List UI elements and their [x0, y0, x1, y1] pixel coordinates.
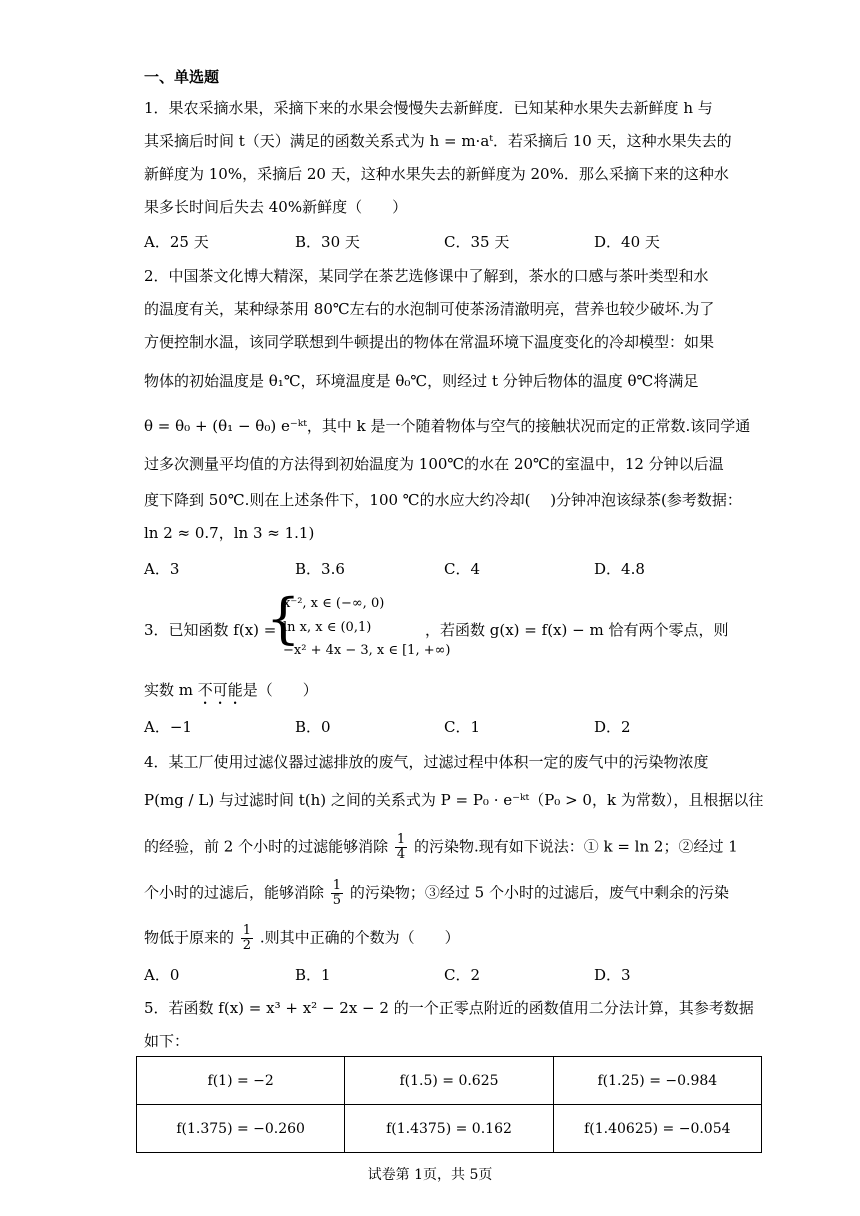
frac-den: 2 [242, 938, 252, 953]
frac-den: 5 [332, 893, 342, 908]
q2-line-6: 过多次测量平均值的方法得到初始温度为 100℃的水在 20℃的室温中，12 分钟以后温 [144, 455, 724, 473]
q2-line-2: 的温度有关，某种绿茶用 80℃左右的水泡制可使茶汤清澈明亮，营养也较少破坏.为了 [144, 300, 715, 318]
table-cell: f(1.4375) = 0.162 [345, 1105, 553, 1153]
q2-line-3: 方便控制水温，该同学联想到牛顿提出的物体在常温环境下温度变化的冷却模型：如果 [144, 333, 715, 351]
q3-option-c: C．1 [444, 718, 481, 736]
q3-prefix: 3．已知函数 f(x) = [144, 621, 277, 639]
q2-option-a: A．3 [144, 560, 180, 578]
q1-line-1: 1．果农采摘水果，采摘下来的水果会慢慢失去新鲜度．已知某种水果失去新鲜度 h 与 [144, 99, 713, 117]
q1-option-b: B．30 天 [295, 233, 360, 251]
q4-line-5-a: 物低于原来的 [144, 928, 235, 947]
q1-option-c: C．35 天 [444, 233, 510, 251]
q4-line-2: P(mg / L) 与过滤时间 t(h) 之间的关系式为 P = P₀ · e⁻ᵏᵗ（P₀ > 0，k 为常数），且根据以往 [144, 791, 764, 809]
q4-option-b: B．1 [295, 966, 331, 984]
q3-option-a: A．−1 [144, 718, 192, 736]
q4-option-a: A．0 [144, 966, 180, 984]
q3-suffix: ，若函数 g(x) = f(x) − m 恰有两个零点，则 [425, 621, 729, 639]
q4-fraction-fifth [331, 879, 343, 908]
frac-num: 1 [396, 832, 406, 847]
q3-case-3: −x² + 4x − 3, x ∈ [1, +∞) [283, 643, 451, 658]
q2-line-8: ln 2 ≈ 0.7，ln 3 ≈ 1.1) [144, 524, 315, 542]
frac-num: 1 [242, 923, 252, 938]
q1-line-2: 其采摘后时间 t（天）满足的函数关系式为 h = m·aᵗ．若采摘后 10 天，这种水果失去的 [144, 132, 732, 150]
q5-line-2: 如下： [144, 1032, 190, 1050]
q4-line-3-a: 的经验，前 2 个小时的过滤能够消除 [144, 837, 389, 856]
table-cell: f(1) = −2 [137, 1057, 345, 1105]
q3-option-b: B．0 [295, 718, 331, 736]
q3-emphasis: 不可能 [197, 681, 243, 699]
q4-line-4-b: 的污染物；③经过 5 个小时的过滤后，废气中剩余的污染 [349, 883, 729, 902]
q3-line-2-a: 实数 m [144, 681, 198, 699]
table-cell: f(1.40625) = −0.054 [553, 1105, 761, 1153]
frac-den: 4 [396, 847, 406, 862]
q4-option-d: D．3 [594, 966, 631, 984]
q2-option-d: D．4.8 [594, 560, 645, 578]
q2-line-7: 度下降到 50℃.则在上述条件下，100 ℃的水应大约冷却( )分钟冲泡该绿茶(参考数据： [144, 491, 742, 509]
table-row [137, 1057, 762, 1105]
q4-line-4 [144, 879, 729, 908]
q3-line-2 [144, 680, 318, 708]
section-title: 一、单选题 [144, 68, 220, 86]
table-cell: f(1.25) = −0.984 [553, 1057, 761, 1105]
page-footer: 试卷第 1页，共 5页 [367, 1167, 493, 1183]
q4-line-1: 4．某工厂使用过滤仪器过滤排放的废气，过滤过程中体积一定的废气中的污染物浓度 [144, 753, 709, 771]
q2-option-c: C．4 [444, 560, 481, 578]
q2-line-1: 2．中国茶文化博大精深，某同学在茶艺选修课中了解到，茶水的口感与茶叶类型和水 [144, 267, 709, 285]
table-row [137, 1105, 762, 1153]
table-cell: f(1.5) = 0.625 [345, 1057, 553, 1105]
q3-option-d: D．2 [594, 718, 631, 736]
q4-line-3 [144, 833, 738, 862]
table-cell: f(1.375) = −0.260 [137, 1105, 345, 1153]
q4-line-5-b: .则其中正确的个数为（ ） [259, 928, 460, 947]
q4-line-4-a: 个小时的过滤后，能够消除 [144, 883, 325, 902]
q2-line-5: θ = θ₀ + (θ₁ − θ₀) e⁻ᵏᵗ，其中 k 是一个随着物体与空气的接触状况而定的正常数.该同学通 [144, 417, 751, 435]
q3-case-2: ln x, x ∈ (0,1) [283, 620, 372, 635]
q1-line-3: 新鲜度为 10%，采摘后 20 天，这种水果失去的新鲜度为 20%．那么采摘下来的这种水 [144, 165, 729, 183]
q4-line-5 [144, 924, 460, 953]
q2-option-b: B．3.6 [295, 560, 345, 578]
q4-fraction-half [241, 924, 253, 953]
q3-brace: { [266, 587, 301, 650]
q1-option-d: D．40 天 [594, 233, 660, 251]
q4-fraction-quarter [395, 833, 407, 862]
q5-line-1: 5．若函数 f(x) = x³ + x² − 2x − 2 的一个正零点附近的函数值用二分法计算，其参考数据 [144, 999, 754, 1017]
q4-option-c: C．2 [444, 966, 481, 984]
q1-line-4: 果多长时间后失去 40%新鲜度（ ） [144, 198, 408, 216]
q2-line-4: 物体的初始温度是 θ₁℃，环境温度是 θ₀℃，则经过 t 分钟后物体的温度 θ℃将满足 [144, 372, 699, 390]
bisection-reference-table [136, 1056, 762, 1153]
q3-case-1: x⁻², x ∈ (−∞, 0) [283, 596, 385, 611]
q1-option-a: A．25 天 [144, 233, 209, 251]
frac-num: 1 [332, 878, 342, 893]
q4-line-3-b: 的污染物.现有如下说法：① k = ln 2；②经过 1 [413, 837, 738, 856]
q3-line-2-b: 是（ ） [242, 681, 318, 699]
